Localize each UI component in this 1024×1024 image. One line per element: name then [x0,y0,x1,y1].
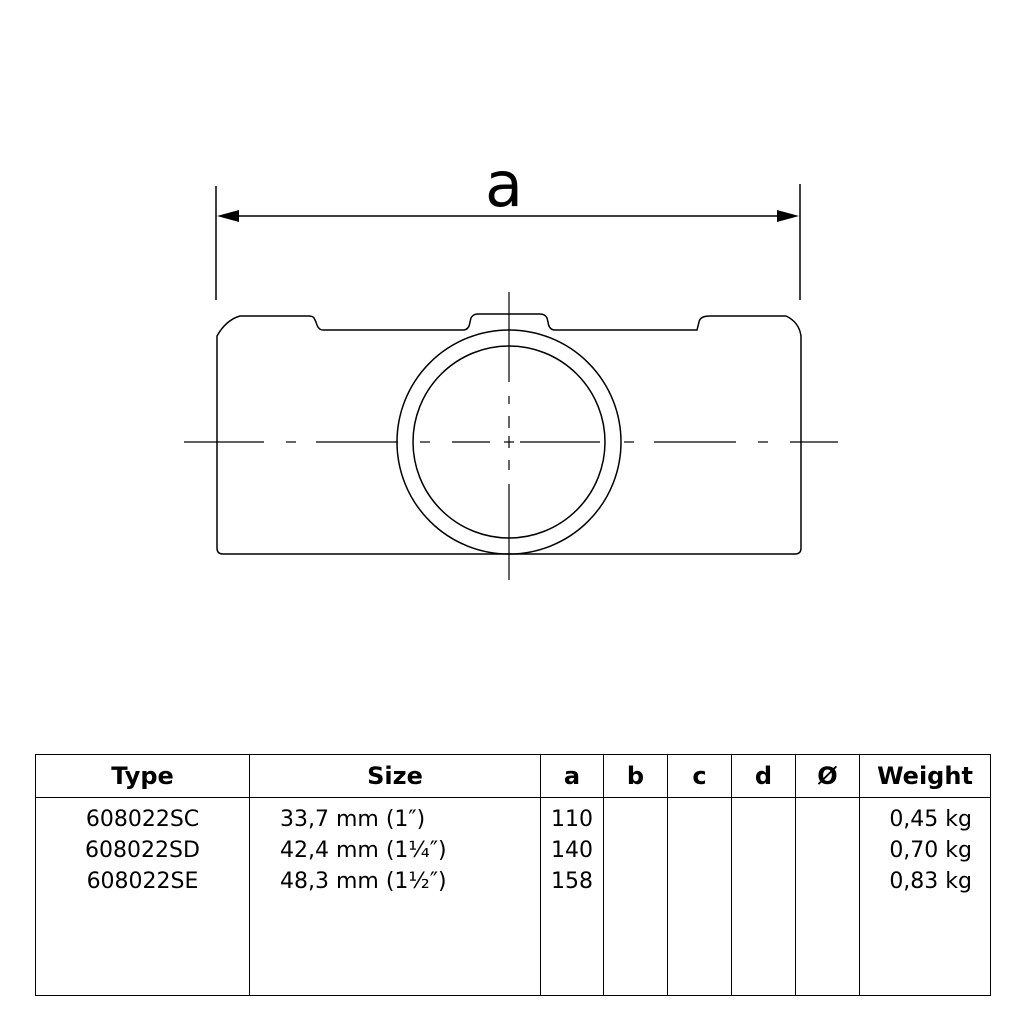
b-cell [604,798,668,996]
header-weight: Weight [860,755,991,798]
d-cell [732,798,796,996]
header-d: d [732,755,796,798]
header-size: Size [250,755,541,798]
header-diameter: Ø [796,755,860,798]
table-body-row [36,798,991,996]
diameter-cell [796,798,860,996]
header-type: Type [36,755,250,798]
weight-value: 0,45 kg [889,807,972,832]
weight-cell [860,798,991,996]
dimension-label-a: a [485,148,523,221]
a-value: 140 [551,838,593,863]
size-value: 48,3 mm (1½″) [280,869,447,894]
size-value: 42,4 mm (1¼″) [280,838,447,863]
a-cell [541,798,604,996]
spec-table [35,754,991,996]
type-value: 608022SD [85,838,200,863]
c-cell [668,798,732,996]
table-header-row [36,755,991,798]
arrowhead-right [777,210,799,222]
weight-value: 0,83 kg [889,869,972,894]
weight-value: 0,70 kg [889,838,972,863]
type-value: 608022SE [86,869,199,894]
header-c: c [668,755,732,798]
header-b: b [604,755,668,798]
header-a: a [541,755,604,798]
size-value: 33,7 mm (1″) [280,807,426,832]
arrowhead-left [217,210,239,222]
a-value: 158 [551,869,593,894]
type-value: 608022SC [85,807,200,832]
size-cell [250,798,541,996]
type-cell [36,798,250,996]
a-value: 110 [551,807,593,832]
